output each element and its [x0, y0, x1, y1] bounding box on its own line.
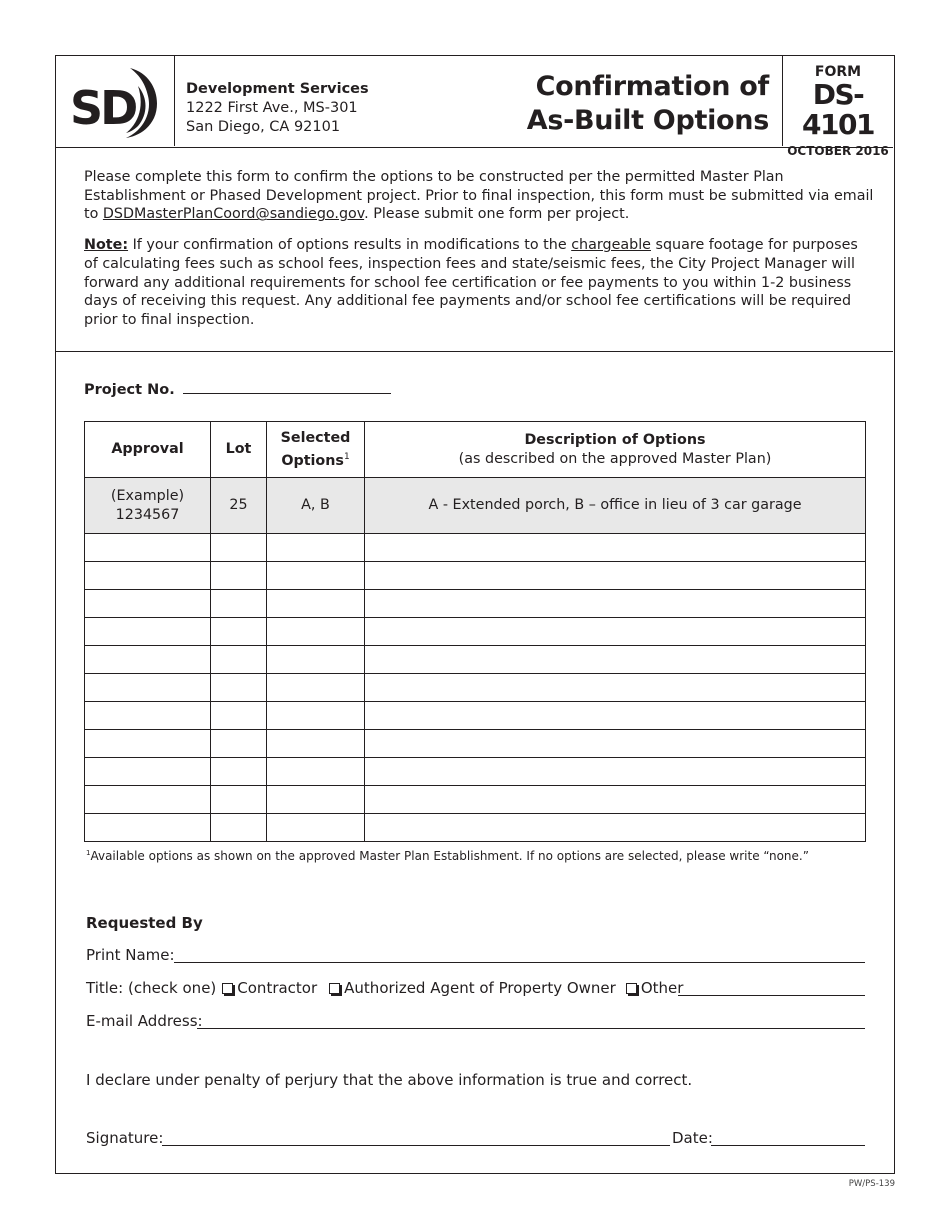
cell-lot-input[interactable]	[211, 646, 267, 674]
cell-selected-input[interactable]	[267, 758, 365, 786]
cell-selected-input[interactable]	[267, 702, 365, 730]
cell-approval-input[interactable]	[85, 786, 211, 814]
header-lot-text: Lot	[225, 441, 252, 457]
cell-lot-input[interactable]	[211, 814, 267, 842]
table-row	[85, 646, 866, 674]
table-row	[85, 786, 866, 814]
form-frame	[55, 55, 895, 1174]
cell-description-input[interactable]	[365, 646, 866, 674]
header-selected-line1: Selected	[280, 429, 351, 446]
date-input[interactable]	[711, 1145, 865, 1146]
cell-lot-input[interactable]	[211, 674, 267, 702]
signature-input[interactable]	[162, 1145, 670, 1146]
table-row	[85, 758, 866, 786]
table-row	[85, 618, 866, 646]
date-label: Date:	[672, 1129, 713, 1147]
cell-approval-input[interactable]	[85, 702, 211, 730]
cell-description-input[interactable]	[365, 702, 866, 730]
cell-selected-input[interactable]	[267, 618, 365, 646]
cell-description-input[interactable]	[365, 562, 866, 590]
requested-by-heading: Requested By	[86, 914, 203, 932]
form-header	[56, 56, 893, 158]
cell-lot-input[interactable]	[211, 562, 267, 590]
example-lot: 25	[211, 478, 267, 534]
email-link[interactable]: DSDMasterPlanCoord@sandiego.gov	[102, 206, 365, 223]
email-label: E-mail Address:	[86, 1012, 203, 1030]
table-row	[85, 814, 866, 842]
address-line2: San Diego, CA 92101	[186, 119, 341, 135]
cell-approval-input[interactable]	[85, 646, 211, 674]
cell-lot-input[interactable]	[211, 590, 267, 618]
table-row	[85, 702, 866, 730]
cell-selected-input[interactable]	[267, 730, 365, 758]
cell-approval-input[interactable]	[85, 674, 211, 702]
example-selected: A, B	[267, 478, 365, 534]
note-text: If your confirmation of options results in modifications to the	[128, 237, 572, 254]
intro-text: Please complete this form to confirm the options to be constructed per the permitted Master Plan Establishment or Phased Development project. Prior to final inspection, this form must be submitted via email to	[84, 169, 874, 223]
example-row	[85, 478, 866, 534]
blank-rows	[85, 534, 866, 842]
section-divider	[56, 351, 893, 352]
table-header-row	[85, 422, 866, 478]
form-label: FORM	[814, 64, 862, 80]
cell-approval-input[interactable]	[85, 758, 211, 786]
other-title-input[interactable]	[678, 995, 865, 996]
cell-approval-input[interactable]	[85, 730, 211, 758]
example-approval-line1: (Example)	[110, 487, 185, 504]
form-id-cell	[782, 56, 893, 158]
cell-selected-input[interactable]	[267, 646, 365, 674]
header-description	[365, 422, 866, 478]
cell-approval-input[interactable]	[85, 590, 211, 618]
other-checkbox[interactable]	[626, 983, 637, 994]
cell-approval-input[interactable]	[85, 618, 211, 646]
intro-text-end: . Please submit one form per project.	[364, 206, 630, 223]
cell-description-input[interactable]	[365, 758, 866, 786]
agent-checkbox[interactable]	[329, 983, 340, 994]
title-label: Title: (check one)	[86, 979, 217, 997]
table-row	[85, 534, 866, 562]
header-selected-sup: 1	[343, 451, 350, 462]
header-lot	[211, 422, 267, 478]
project-number-label: Project No.	[84, 382, 175, 398]
cell-approval-input[interactable]	[85, 534, 211, 562]
table-row	[85, 590, 866, 618]
header-selected-line2: Options	[281, 452, 344, 469]
form-date: OCTOBER 2016	[787, 144, 889, 158]
contractor-checkbox[interactable]	[222, 983, 233, 994]
signature-label: Signature:	[86, 1129, 164, 1147]
title-row	[86, 979, 683, 997]
cell-selected-input[interactable]	[267, 590, 365, 618]
cell-description-input[interactable]	[365, 590, 866, 618]
form-title	[527, 70, 769, 138]
example-description: A - Extended porch, B – office in lieu of 3 car garage	[365, 478, 866, 534]
cell-lot-input[interactable]	[211, 534, 267, 562]
cell-selected-input[interactable]	[267, 674, 365, 702]
contractor-label: Contractor	[237, 979, 318, 997]
cell-description-input[interactable]	[365, 674, 866, 702]
chargeable-term: chargeable	[571, 237, 651, 254]
form-title-line1: Confirmation of	[535, 71, 769, 102]
footnote	[86, 849, 809, 863]
cell-description-input[interactable]	[365, 730, 866, 758]
print-name-input[interactable]	[174, 962, 865, 963]
header-description-line1: Description of Options	[524, 431, 706, 448]
svg-text:SD: SD	[70, 81, 136, 135]
footnote-text: Available options as shown on the approved Master Plan Establishment. If no options are selected, please write “none.”	[90, 849, 809, 863]
instructions-paragraph	[84, 168, 874, 224]
table-row	[85, 730, 866, 758]
cell-lot-input[interactable]	[211, 730, 267, 758]
address-line1: 1222 First Ave., MS-301	[186, 100, 358, 116]
header-description-line2: (as described on the approved Master Plan)	[458, 450, 772, 467]
cell-description-input[interactable]	[365, 814, 866, 842]
sd-logo-icon	[68, 64, 164, 140]
example-approval	[85, 478, 211, 534]
project-number-field	[84, 380, 391, 398]
cell-approval-input[interactable]	[85, 814, 211, 842]
note-text-end: square footage for purposes of calculating fees such as school fees, inspection fees and state/seismic fees, the City Project Manager will forward any additional requirements for school fee certification or fee payments to you within 1-2 business days of receiving this request. Any additional fee payments and/or school fee certifications will be required prior to final inspection.	[84, 237, 858, 328]
example-approval-line2: 1234567	[115, 506, 180, 523]
cell-description-input[interactable]	[365, 534, 866, 562]
agent-label: Authorized Agent of Property Owner	[344, 979, 616, 997]
table-row	[85, 674, 866, 702]
header-approval-text: Approval	[111, 441, 184, 457]
cell-selected-input[interactable]	[267, 534, 365, 562]
cell-lot-input[interactable]	[211, 758, 267, 786]
header-selected-options	[267, 422, 365, 478]
other-label: Other	[640, 979, 684, 997]
options-table	[84, 421, 866, 842]
form-number: DS-4101	[802, 78, 874, 141]
cell-selected-input[interactable]	[267, 562, 365, 590]
logo-cell	[56, 56, 175, 146]
print-name-label: Print Name:	[86, 946, 175, 964]
cell-lot-input[interactable]	[211, 618, 267, 646]
cell-description-input[interactable]	[365, 786, 866, 814]
department-info	[186, 80, 369, 137]
department-name: Development Services	[186, 81, 369, 97]
project-number-input[interactable]	[183, 380, 391, 394]
cell-approval-input[interactable]	[85, 562, 211, 590]
declaration: I declare under penalty of perjury that the above information is true and correct.	[86, 1071, 693, 1089]
cell-lot-input[interactable]	[211, 786, 267, 814]
note-label: Note:	[84, 237, 129, 254]
form-title-line2: As-Built Options	[526, 105, 769, 136]
note-paragraph	[84, 236, 874, 330]
footnote-marker: 1	[86, 849, 91, 857]
cell-lot-input[interactable]	[211, 702, 267, 730]
email-input[interactable]	[197, 1028, 865, 1029]
header-approval	[85, 422, 211, 478]
cell-description-input[interactable]	[365, 618, 866, 646]
footer-code: PW/PS-139	[848, 1179, 895, 1189]
instructions	[84, 168, 874, 342]
cell-selected-input[interactable]	[267, 814, 365, 842]
table-row	[85, 562, 866, 590]
cell-selected-input[interactable]	[267, 786, 365, 814]
